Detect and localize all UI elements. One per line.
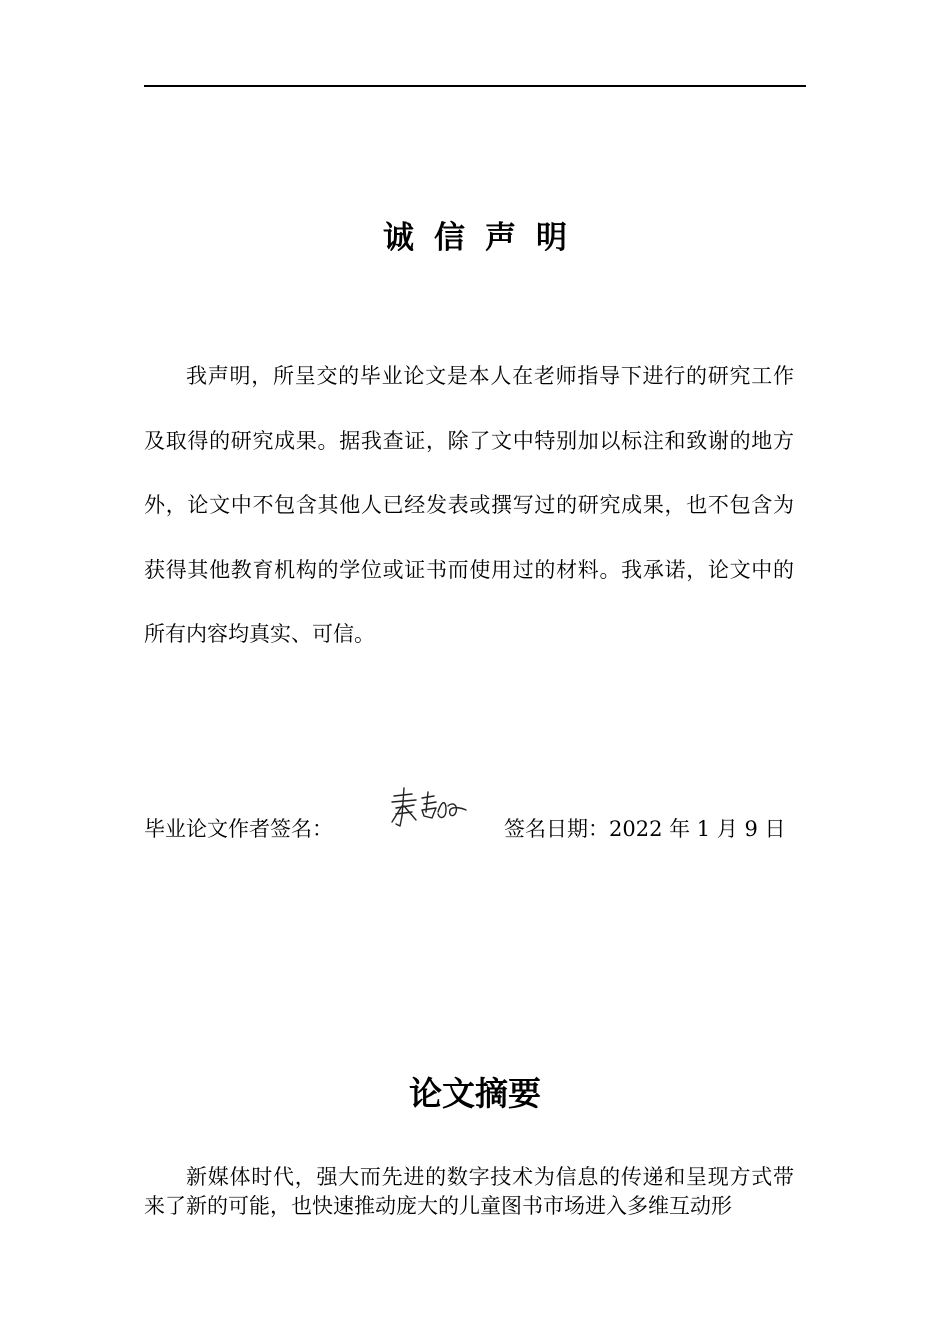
declaration-title: 诚信声明 — [383, 220, 587, 256]
abstract-body: 新媒体时代，强大而先进的数字技术为信息的传递和呈现方式带来了新的可能，也快速推动庞大的儿童图书市场进入多维互动形 — [144, 1165, 794, 1218]
signature-label: 毕业论文作者签名： — [144, 817, 333, 841]
declaration-body: 我声明，所呈交的毕业论文是本人在老师指导下进行的研究工作及取得的研究成果。据我查证，除了文中特别加以标注和致谢的地方外，论文中不包含其他人已经发表或撰写过的研究成果，也不包含为获得其他教育机构的学位或证书而使用过的材料。我承诺，论文中的所有内容均真实、可信。 — [144, 364, 794, 646]
abstract-title: 论文摘要 — [409, 1074, 541, 1113]
date-value: 2022 年 1 月 9 日 — [609, 817, 786, 841]
signature-date — [504, 814, 786, 844]
header-rule — [144, 85, 806, 87]
handwritten-signature — [388, 782, 472, 838]
date-label: 签名日期： — [504, 817, 609, 841]
